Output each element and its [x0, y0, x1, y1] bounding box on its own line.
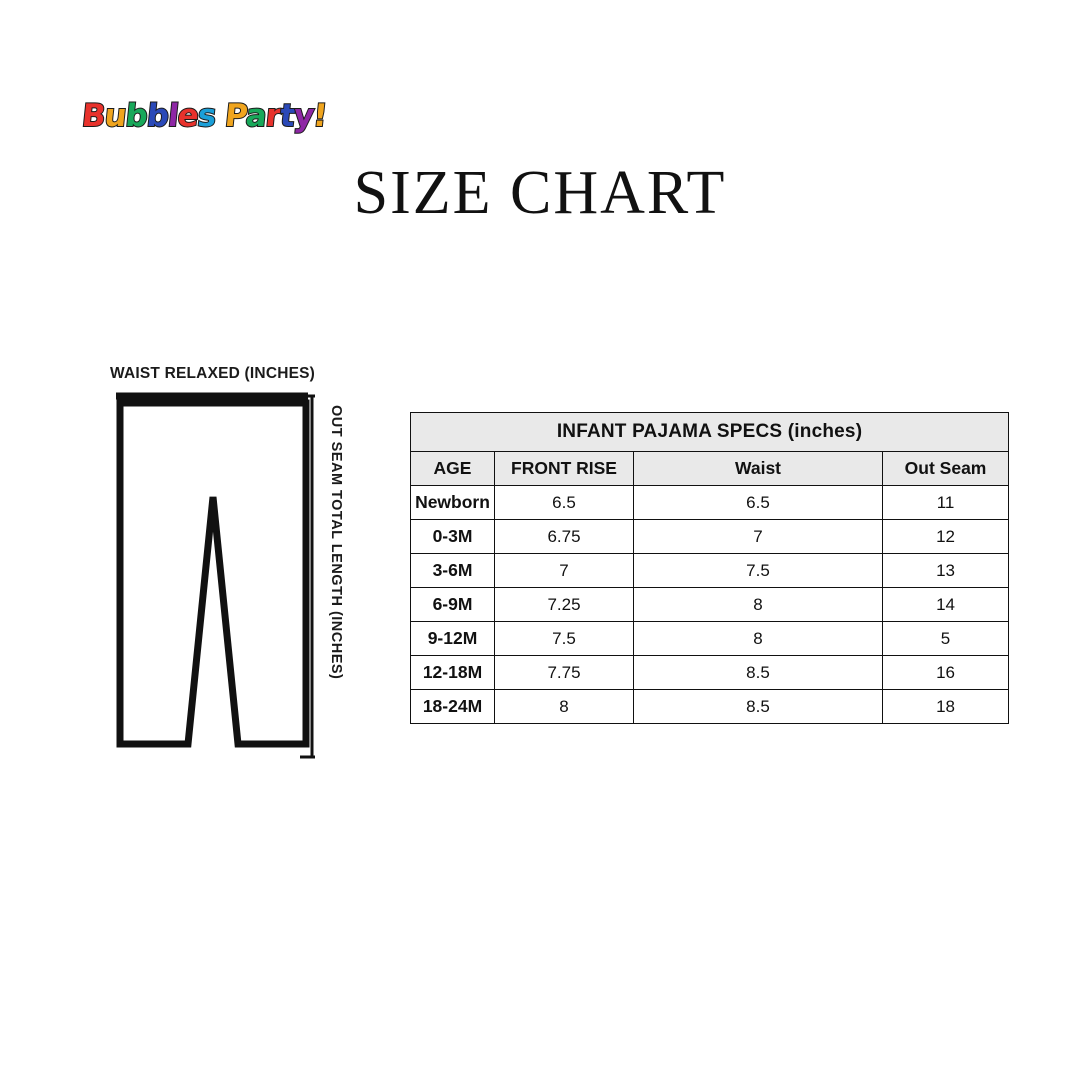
column-header-age: AGE [411, 452, 495, 486]
cell-front-rise: 6.75 [495, 520, 634, 554]
out-seam-length-label: OUT SEAM TOTAL LENGTH (INCHES) [328, 405, 344, 680]
table-row [411, 656, 1009, 690]
column-header-out-seam: Out Seam [883, 452, 1009, 486]
column-header-waist: Waist [634, 452, 883, 486]
pants-measurement-diagram [110, 365, 370, 785]
table-row [411, 588, 1009, 622]
cell-waist: 8 [634, 588, 883, 622]
table-header-row [411, 452, 1009, 486]
cell-age: 9-12M [411, 622, 495, 656]
table-title-row [411, 413, 1009, 452]
cell-waist: 7.5 [634, 554, 883, 588]
brand-logo [80, 88, 329, 144]
table-row [411, 690, 1009, 724]
waist-relaxed-label: WAIST RELAXED (INCHES) [110, 365, 316, 382]
cell-out-seam: 16 [883, 656, 1009, 690]
cell-out-seam: 11 [883, 486, 1009, 520]
cell-waist: 8 [634, 622, 883, 656]
cell-age: Newborn [411, 486, 495, 520]
cell-out-seam: 14 [883, 588, 1009, 622]
cell-waist: 8.5 [634, 656, 883, 690]
cell-waist: 8.5 [634, 690, 883, 724]
cell-front-rise: 8 [495, 690, 634, 724]
pajama-pants-outline-icon [110, 389, 315, 764]
table-title: INFANT PAJAMA SPECS (inches) [411, 413, 1009, 452]
cell-waist: 6.5 [634, 486, 883, 520]
infant-pajama-specs-table [410, 412, 1009, 724]
brand-logo-text: Bubbles Party! [80, 98, 329, 134]
cell-out-seam: 18 [883, 690, 1009, 724]
cell-out-seam: 5 [883, 622, 1009, 656]
cell-front-rise: 7.25 [495, 588, 634, 622]
cell-front-rise: 7.75 [495, 656, 634, 690]
cell-age: 6-9M [411, 588, 495, 622]
cell-age: 0-3M [411, 520, 495, 554]
cell-front-rise: 7 [495, 554, 634, 588]
table-row [411, 520, 1009, 554]
page-title: SIZE CHART [353, 159, 727, 227]
cell-front-rise: 6.5 [495, 486, 634, 520]
cell-age: 18-24M [411, 690, 495, 724]
column-header-front-rise: FRONT RISE [495, 452, 634, 486]
cell-out-seam: 13 [883, 554, 1009, 588]
cell-out-seam: 12 [883, 520, 1009, 554]
table-row [411, 486, 1009, 520]
cell-age: 3-6M [411, 554, 495, 588]
table-row [411, 622, 1009, 656]
cell-front-rise: 7.5 [495, 622, 634, 656]
cell-waist: 7 [634, 520, 883, 554]
cell-age: 12-18M [411, 656, 495, 690]
table-row [411, 554, 1009, 588]
